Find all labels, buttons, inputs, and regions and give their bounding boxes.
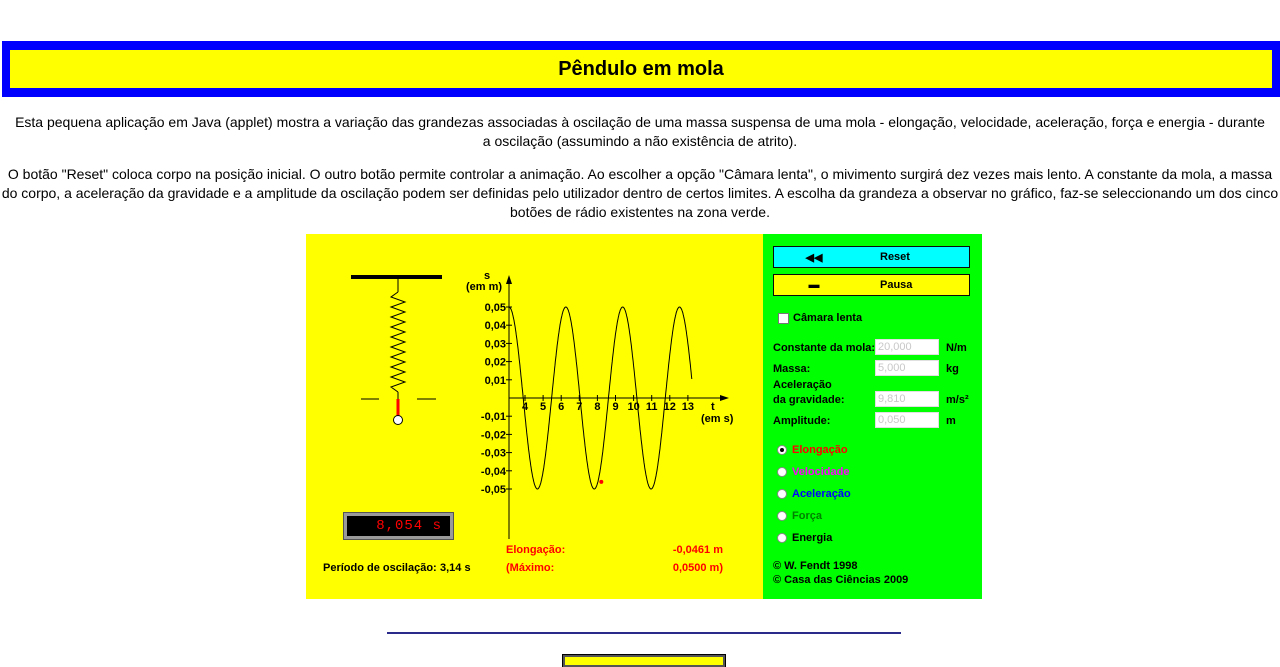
x-tick-label: 13 <box>681 401 695 413</box>
y-tick-label: 0,03 <box>484 338 506 351</box>
intro-paragraph-1: Esta pequena aplicação em Java (applet) mostra a variação das grandezas associadas à oscilação de uma massa suspensa de uma mola - elongação, velocidade, aceleração, força e energia - durante a oscilação (assumindo a não existência de atrito). <box>15 114 1265 149</box>
radio-elongation[interactable]: Elongação <box>777 444 848 456</box>
time-value: 8,054 s <box>347 516 450 536</box>
amplitude-label: Amplitude: <box>773 415 831 427</box>
y-tick-label: 0,02 <box>484 356 506 369</box>
y-tick-label: -0,05 <box>480 484 506 496</box>
y-tick-label: 0,04 <box>484 320 506 333</box>
y-tick-label: -0,03 <box>480 447 506 460</box>
mass-unit: kg <box>946 363 959 375</box>
y-tick-label: -0,02 <box>480 429 506 442</box>
gravity-label-line1: Aceleração <box>773 379 832 391</box>
gravity-unit: m/s² <box>946 394 969 406</box>
x-tick-label: 12 <box>663 401 676 413</box>
spring-constant-input[interactable]: 20,000 <box>875 339 939 355</box>
period-value: 3,14 s <box>440 562 471 574</box>
radio-energy[interactable]: Energia <box>777 532 832 544</box>
simulation-canvas <box>306 234 763 599</box>
x-tick-label: 6 <box>558 401 565 413</box>
bottom-button[interactable] <box>563 655 725 667</box>
rewind-icon: ◀◀ <box>805 251 823 264</box>
pendulum-applet <box>306 234 982 599</box>
max-value: 0,0500 m) <box>672 562 723 574</box>
title-banner <box>2 41 1280 97</box>
credit-author: © W. Fendt 1998 <box>773 560 858 572</box>
control-panel <box>763 234 982 599</box>
amplitude-unit: m <box>946 415 956 427</box>
y-tick-labels <box>481 302 512 496</box>
page-title: Pêndulo em mola <box>10 50 1272 88</box>
mass-input[interactable]: 5,000 <box>875 360 939 376</box>
reset-button[interactable]: ◀◀ Reset <box>773 246 970 268</box>
time-display <box>343 512 454 540</box>
y-tick-label: 0,05 <box>484 302 506 314</box>
spring-constant-label: Constante da mola: <box>773 342 876 354</box>
spring-coil <box>391 292 405 392</box>
current-point-marker <box>599 480 603 484</box>
gravity-label-line2: da gravidade: <box>773 394 845 406</box>
x-tick-label: 5 <box>540 401 547 413</box>
y-axis-unit: (em m) <box>466 281 503 293</box>
y-tick-label: -0,01 <box>480 411 506 424</box>
elongation-label: Elongação: <box>506 544 566 556</box>
x-tick-label: 9 <box>612 401 619 413</box>
horizontal-rule <box>387 632 901 634</box>
spring-constant-unit: N/m <box>946 342 967 354</box>
amplitude-input[interactable]: 0,050 <box>875 412 939 428</box>
y-tick-label: -0,04 <box>480 465 506 478</box>
x-tick-label: 8 <box>594 401 601 413</box>
max-label: (Máximo: <box>506 562 555 574</box>
slow-motion-checkbox[interactable] <box>778 313 789 324</box>
credit-translation: © Casa das Ciências 2009 <box>773 574 909 586</box>
pause-button[interactable]: ▬ Pausa <box>773 274 970 296</box>
x-tick-label: 7 <box>576 401 583 413</box>
y-axis-unit-symbol: s <box>484 270 491 282</box>
x-tick-label: 11 <box>645 401 658 413</box>
period-label: Período de oscilação: <box>323 562 437 574</box>
elongation-value: -0,0461 m <box>672 544 723 556</box>
y-tick-label: 0,01 <box>484 374 506 387</box>
x-tick-label: 4 <box>521 401 529 413</box>
x-axis-unit-symbol: t <box>711 401 715 413</box>
radio-acceleration[interactable]: Aceleração <box>777 488 851 500</box>
mass-body <box>394 416 403 425</box>
x-axis-unit: (em s) <box>701 413 734 425</box>
pause-icon: ▬ <box>808 279 820 291</box>
simulation-panel <box>306 234 763 599</box>
intro-paragraph-2: O botão "Reset" coloca corpo na posição inicial. O outro botão permite controlar a animação. Ao escolher a opção "Câmara lenta", o mivimento surgirá dez vezes mais lento. A constante da mola, a massa do corpo, a aceleração da gravidade e a amplitude da oscilação podem ser definidas pelo utilizador dentro de certos limites. A escolha da grandeza a observar no gráfico, faz-se seleccionando um dos cinco botões de rádio existentes na zona verde. <box>1 166 1279 220</box>
x-tick-label: 10 <box>627 401 640 413</box>
gravity-input[interactable]: 9,810 <box>875 391 939 407</box>
mass-label: Massa: <box>773 363 811 375</box>
radio-force[interactable]: Força <box>777 510 822 522</box>
slow-motion-toggle[interactable]: Câmara lenta <box>778 312 862 324</box>
radio-velocity[interactable]: Velocidade <box>777 466 849 478</box>
